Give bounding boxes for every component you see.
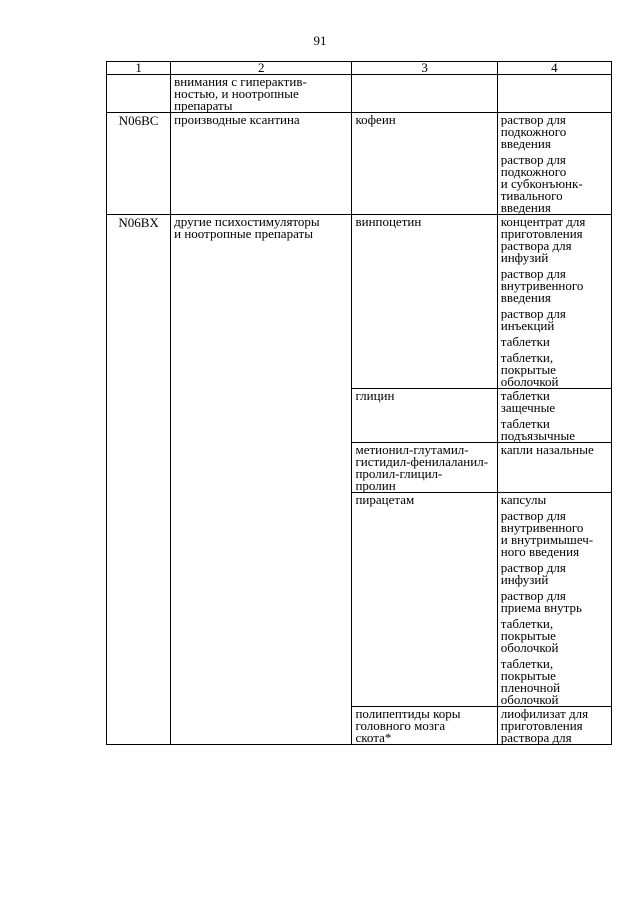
dosage-form: раствор для подкожного и субконъюнк- тивального введения — [500, 152, 583, 215]
drug-name-cell — [352, 75, 497, 113]
dosage-form: раствор для инфузий — [500, 560, 566, 587]
dosage-form: концентрат для приготовления раствора для инфузий — [500, 214, 586, 265]
page-number: 91 — [313, 33, 327, 48]
dosage-form: таблетки — [500, 334, 550, 349]
drug-name-cell: пирацетам — [352, 493, 497, 707]
table-row — [107, 75, 612, 113]
atc-code-cell: N06BC — [107, 113, 171, 215]
dosage-form: таблетки, покрытые пленочной оболочкой — [500, 656, 561, 707]
drug-name-cell: метионил-глутамил- гистидил-фенилаланил- пролил-глицил- пролин — [352, 443, 497, 493]
table-row — [107, 215, 612, 389]
dosage-forms-cell — [497, 707, 611, 745]
dosage-forms-cell — [497, 443, 611, 493]
table-row — [107, 113, 612, 215]
dosage-form: таблетки защечные — [500, 388, 556, 415]
dosage-form: капли назальные — [500, 442, 594, 457]
dosage-form: таблетки подъязычные — [500, 416, 576, 443]
dosage-form: капсулы — [500, 492, 547, 507]
dosage-forms-cell — [497, 493, 611, 707]
dosage-form: раствор для внутривенного введения — [500, 266, 584, 305]
dosage-form: таблетки, покрытые оболочкой — [500, 350, 559, 389]
group-name-cell: другие психостимуляторы и ноотропные препараты — [171, 215, 352, 745]
dosage-forms-cell — [497, 75, 611, 113]
atc-code-cell — [107, 75, 171, 113]
header-cell-3: 3 — [352, 62, 497, 75]
group-name-cell: производные ксантина — [171, 113, 352, 215]
dosage-forms-cell — [497, 215, 611, 389]
drug-name-cell: винпоцетин — [352, 215, 497, 389]
drug-name-cell: кофеин — [352, 113, 497, 215]
dosage-forms-cell — [497, 389, 611, 443]
dosage-form: раствор для приема внутрь — [500, 588, 582, 615]
drug-table — [106, 61, 612, 745]
drug-name-cell: полипептиды коры головного мозга скота* — [352, 707, 497, 745]
dosage-form: раствор для подкожного введения — [500, 112, 567, 151]
dosage-forms-cell — [497, 113, 611, 215]
dosage-form: лиофилизат для приготовления раствора для — [500, 706, 589, 745]
drug-name-cell: глицин — [352, 389, 497, 443]
dosage-form: таблетки, покрытые оболочкой — [500, 616, 559, 655]
dosage-form: раствор для внутривенного и внутримышеч- ного введения — [500, 508, 594, 559]
header-cell-1: 1 — [107, 62, 171, 75]
atc-code-cell: N06BX — [107, 215, 171, 745]
header-cell-4: 4 — [497, 62, 611, 75]
dosage-form: раствор для инъекций — [500, 306, 566, 333]
header-cell-2: 2 — [171, 62, 352, 75]
header-row — [107, 62, 612, 75]
group-name-cell: внимания с гиперактив- ностью, и ноотропные препараты — [171, 75, 352, 113]
drug-table-body — [107, 62, 612, 745]
